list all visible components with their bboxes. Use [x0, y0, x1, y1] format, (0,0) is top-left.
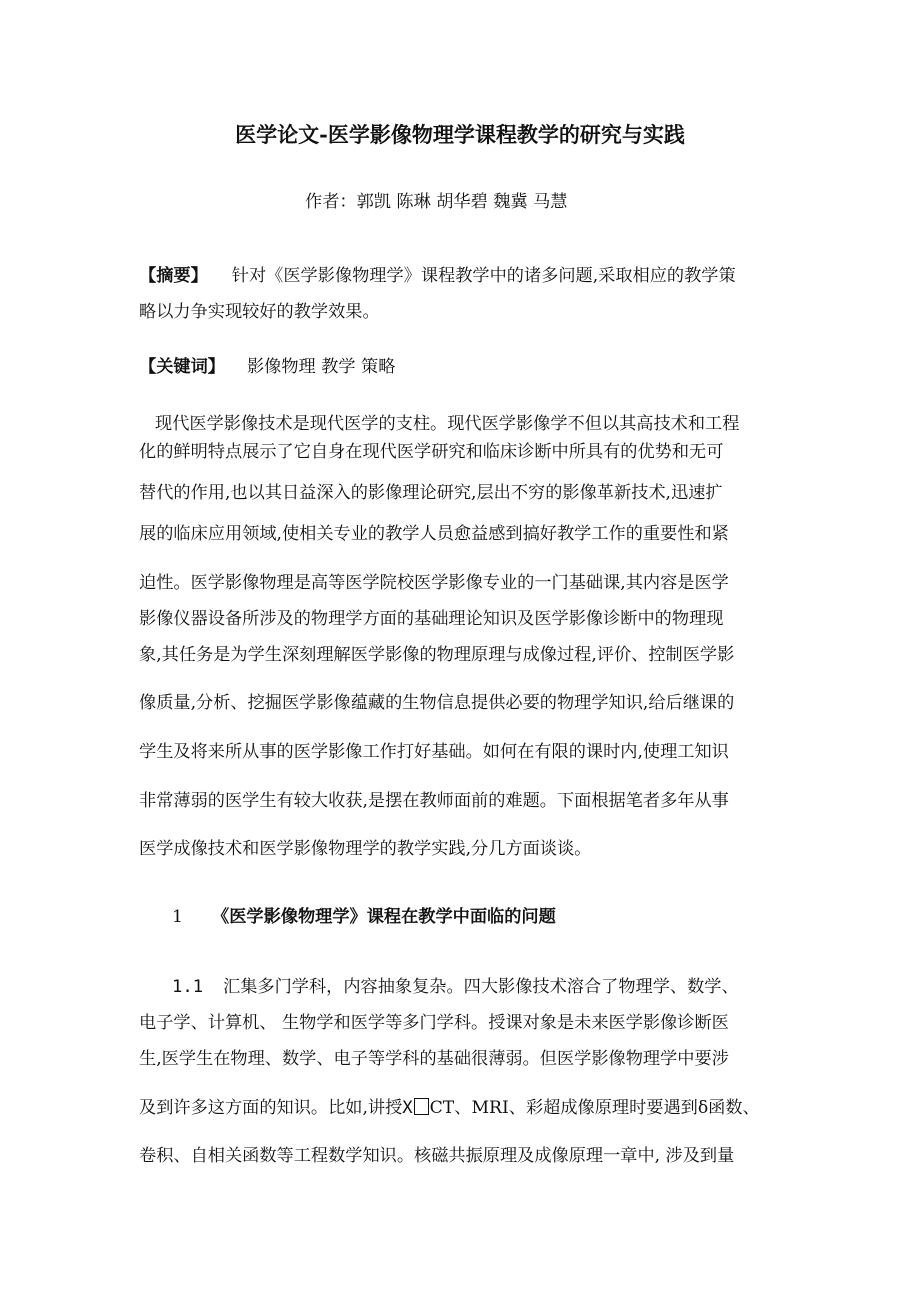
- keywords-line: [139, 356, 395, 378]
- subsection-text-4a: 及到许多这方面的知识。比如,讲授: [139, 1098, 403, 1118]
- subsection-number: 1.1: [172, 977, 204, 997]
- subsection-line-3: 生,医学生在物理、数学、电子等学科的基础很薄弱。但医学影像物理学中要涉: [139, 1049, 729, 1069]
- intro-line: 像质量,分析、挖掘医学影像蕴藏的生物信息提供必要的物理学知识,给后继课的: [139, 693, 735, 713]
- intro-line: 医学成像技术和医学影像物理学的教学实践,分几方面谈谈。: [139, 839, 592, 859]
- intro-line: 象,其任务是为学生深刻理解医学影像的物理原理与成像过程,评价、控制医学影: [139, 645, 735, 665]
- abstract-line-2: 略以力争实现较好的教学效果。: [139, 302, 380, 322]
- section-1-heading: [172, 906, 556, 928]
- subsection-text-4x: X: [402, 1098, 413, 1118]
- subsection-line-4: [139, 1097, 760, 1119]
- abstract-label: 【摘要】: [139, 266, 208, 286]
- intro-line: 化的鲜明特点展示了它自身在现代医学研究和临床诊断中所具有的优势和无可: [139, 442, 724, 462]
- author-line: 作者：郭凯 陈琳 胡华碧 魏冀 马慧: [305, 192, 568, 212]
- intro-line: 展的临床应用领域,使相关专业的教学人员愈益感到搞好教学工作的重要性和紧: [139, 524, 729, 544]
- intro-line: 影像仪器设备所涉及的物理学方面的基础理论知识及医学影像诊断中的物理现: [139, 609, 724, 629]
- keywords-label: 【关键词】: [139, 357, 225, 377]
- section-1-number: 1: [172, 907, 183, 927]
- abstract-text-1: 针对《医学影像物理学》课程教学中的诸多问题,采取相应的教学策: [231, 266, 736, 286]
- abstract-line-1: [139, 265, 736, 287]
- subsection-text-1: 汇集多门学科，内容抽象复杂。四大影像技术溶合了物理学、数学、: [223, 977, 739, 997]
- intro-line: 学生及将来所从事的医学影像工作打好基础。如何在有限的课时内,使理工知识: [139, 742, 729, 762]
- intro-line: 现代医学影像技术是现代医学的支柱。现代医学影像学不但以其高技术和工程: [155, 414, 740, 434]
- intro-line: 替代的作用,也以其日益深入的影像理论研究,层出不穷的影像革新技术,迅速扩: [139, 483, 723, 503]
- intro-line: 非常薄弱的医学生有较大收获,是摆在教师面前的难题。下面根据笔者多年从事: [139, 791, 729, 811]
- subsection-line-2: 电子学、计算机、 生物学和医学等多门学科。授课对象是未来医学影像诊断医: [139, 1013, 729, 1033]
- subsection-line-5: 卷积、自相关函数等工程数学知识。核磁共振原理及成像原理一章中, 涉及到量: [139, 1146, 735, 1166]
- intro-line: 迫性。医学影像物理是高等医学院校医学影像专业的一门基础课,其内容是医学: [139, 573, 729, 593]
- keywords-text: 影像物理 教学 策略: [246, 357, 396, 377]
- missing-glyph-box-icon: [414, 1098, 429, 1115]
- section-1-title: 《医学影像物理学》课程在教学中面临的问题: [212, 907, 556, 927]
- subsection-line-1: [172, 976, 739, 998]
- subsection-text-4b: CT、MRI、彩超成像原理时要遇到δ函数、: [429, 1098, 760, 1118]
- document-title: 医学论文-医学影像物理学课程教学的研究与实践: [235, 122, 685, 147]
